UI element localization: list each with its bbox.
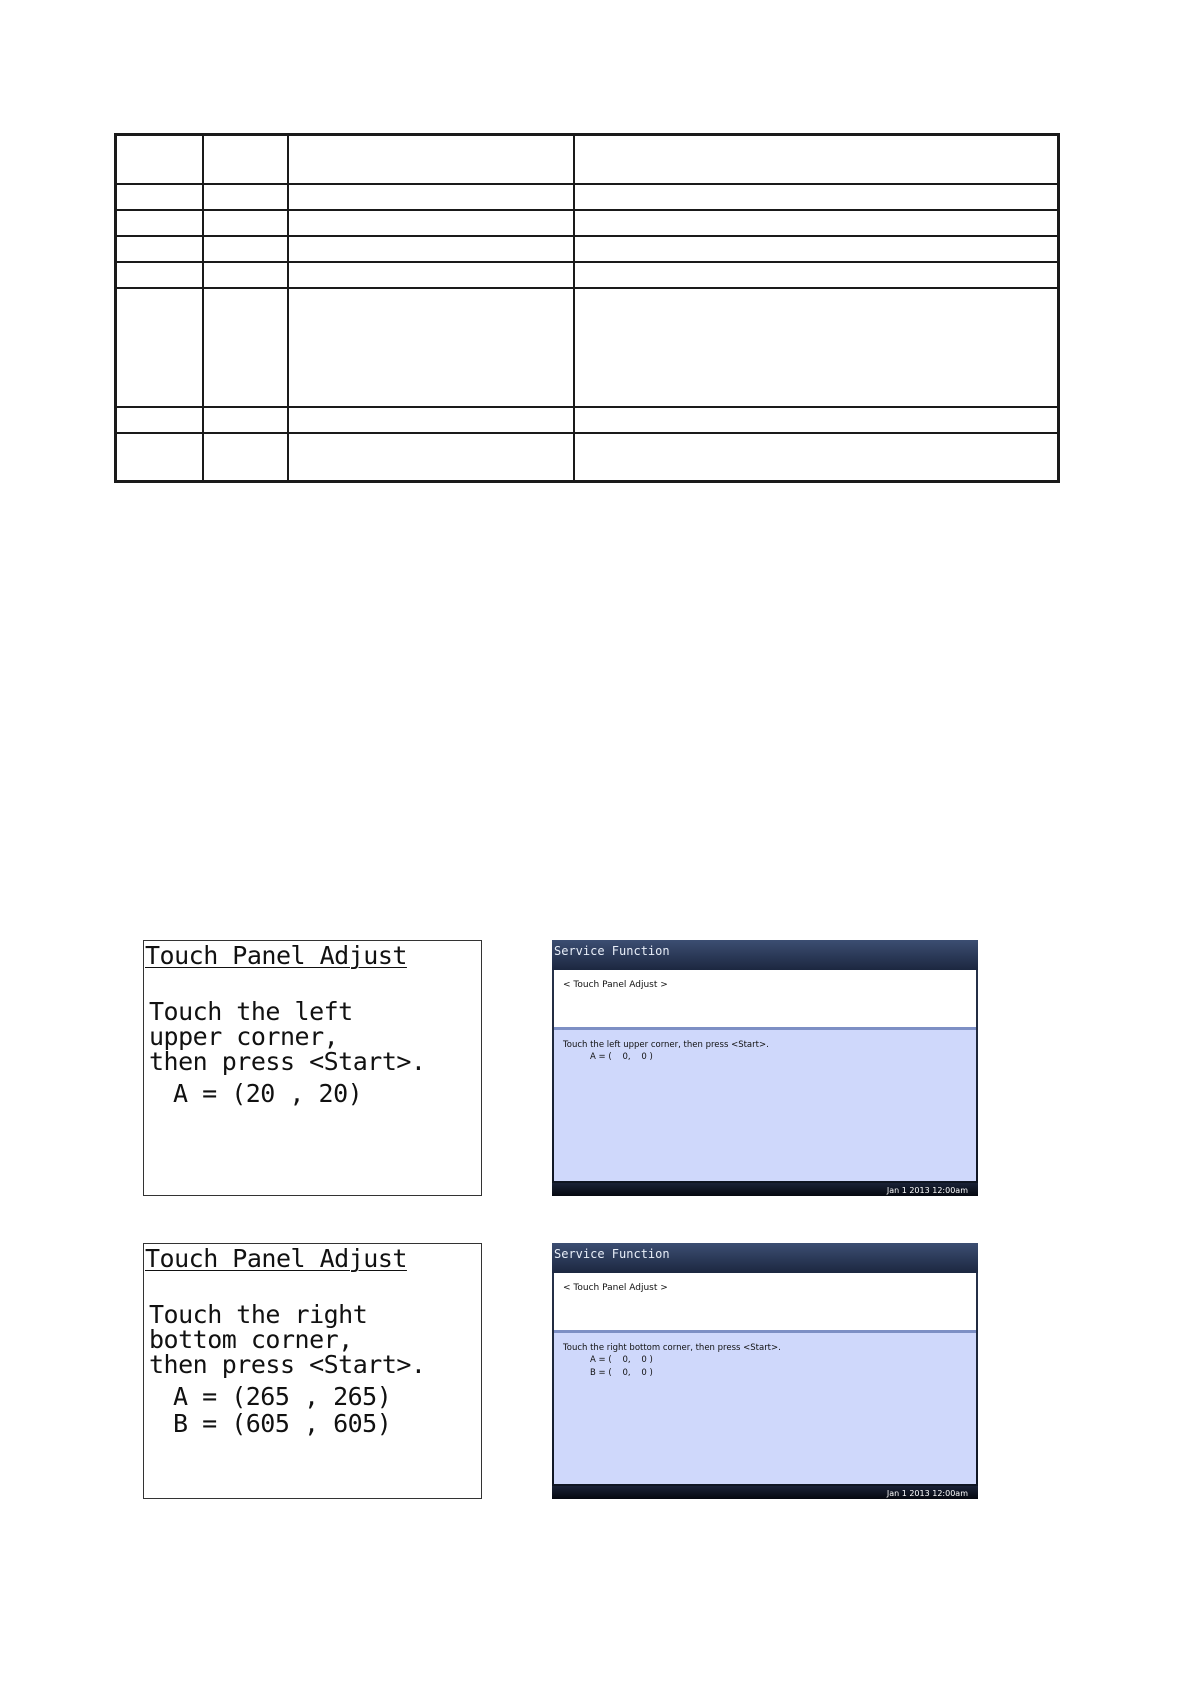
touch-panel-screen-right-bottom — [552, 1243, 978, 1499]
table-row-divider — [117, 235, 1057, 237]
panel-title-area — [554, 970, 976, 1030]
panel-coordinate-b: B = ( 0, 0 ) — [590, 1368, 653, 1378]
panel-message: Touch the right bottom corner, then press <Start>. — [563, 1343, 781, 1353]
panel-header — [552, 1243, 978, 1273]
panel-header-title: Service Function — [554, 1247, 670, 1261]
lcd-title: Touch Panel Adjust — [145, 941, 407, 970]
table-row-divider — [117, 406, 1057, 408]
lcd-instruction-line: Touch the right — [149, 1300, 368, 1329]
panel-status-bar — [552, 1486, 978, 1499]
table-column-divider — [202, 136, 204, 480]
panel-breadcrumb: < Touch Panel Adjust > — [563, 1283, 668, 1293]
table-column-divider — [573, 136, 575, 480]
lcd-instruction-line: then press <Start>. — [149, 1047, 426, 1076]
lcd-coordinate-a: A = (20 , 20) — [173, 1079, 363, 1108]
reference-table — [114, 133, 1060, 483]
panel-status-bar — [552, 1183, 978, 1196]
table-row-divider — [117, 432, 1057, 434]
table-row-divider — [117, 183, 1057, 185]
lcd-instruction-line: then press <Start>. — [149, 1350, 426, 1379]
panel-content-area[interactable] — [554, 1333, 976, 1484]
table-row-divider — [117, 261, 1057, 263]
panel-datetime: Jan 1 2013 12:00am — [886, 1489, 968, 1498]
lcd-instruction-line: bottom corner, — [149, 1325, 353, 1354]
lcd-instruction-line: upper corner, — [149, 1022, 339, 1051]
lcd-coordinate-a: A = (265 , 265) — [173, 1382, 392, 1411]
lcd-coordinate-b: B = (605 , 605) — [173, 1409, 392, 1438]
touch-panel-screen-left-upper — [552, 940, 978, 1196]
panel-content-area[interactable] — [554, 1030, 976, 1181]
panel-breadcrumb: < Touch Panel Adjust > — [563, 980, 668, 990]
panel-coordinate-a: A = ( 0, 0 ) — [590, 1052, 653, 1062]
lcd-instruction-line: Touch the left — [149, 997, 353, 1026]
panel-coordinate-a: A = ( 0, 0 ) — [590, 1355, 653, 1365]
lcd-title: Touch Panel Adjust — [145, 1244, 407, 1273]
lcd-screen-right-bottom — [143, 1243, 482, 1499]
table-row-divider — [117, 287, 1057, 289]
panel-header — [552, 940, 978, 970]
table-column-divider — [287, 136, 289, 480]
table-row-divider — [117, 209, 1057, 211]
panel-title-area — [554, 1273, 976, 1333]
lcd-screen-left-upper — [143, 940, 482, 1196]
panel-header-title: Service Function — [554, 944, 670, 958]
panel-datetime: Jan 1 2013 12:00am — [886, 1186, 968, 1195]
panel-message: Touch the left upper corner, then press <Start>. — [563, 1040, 769, 1050]
